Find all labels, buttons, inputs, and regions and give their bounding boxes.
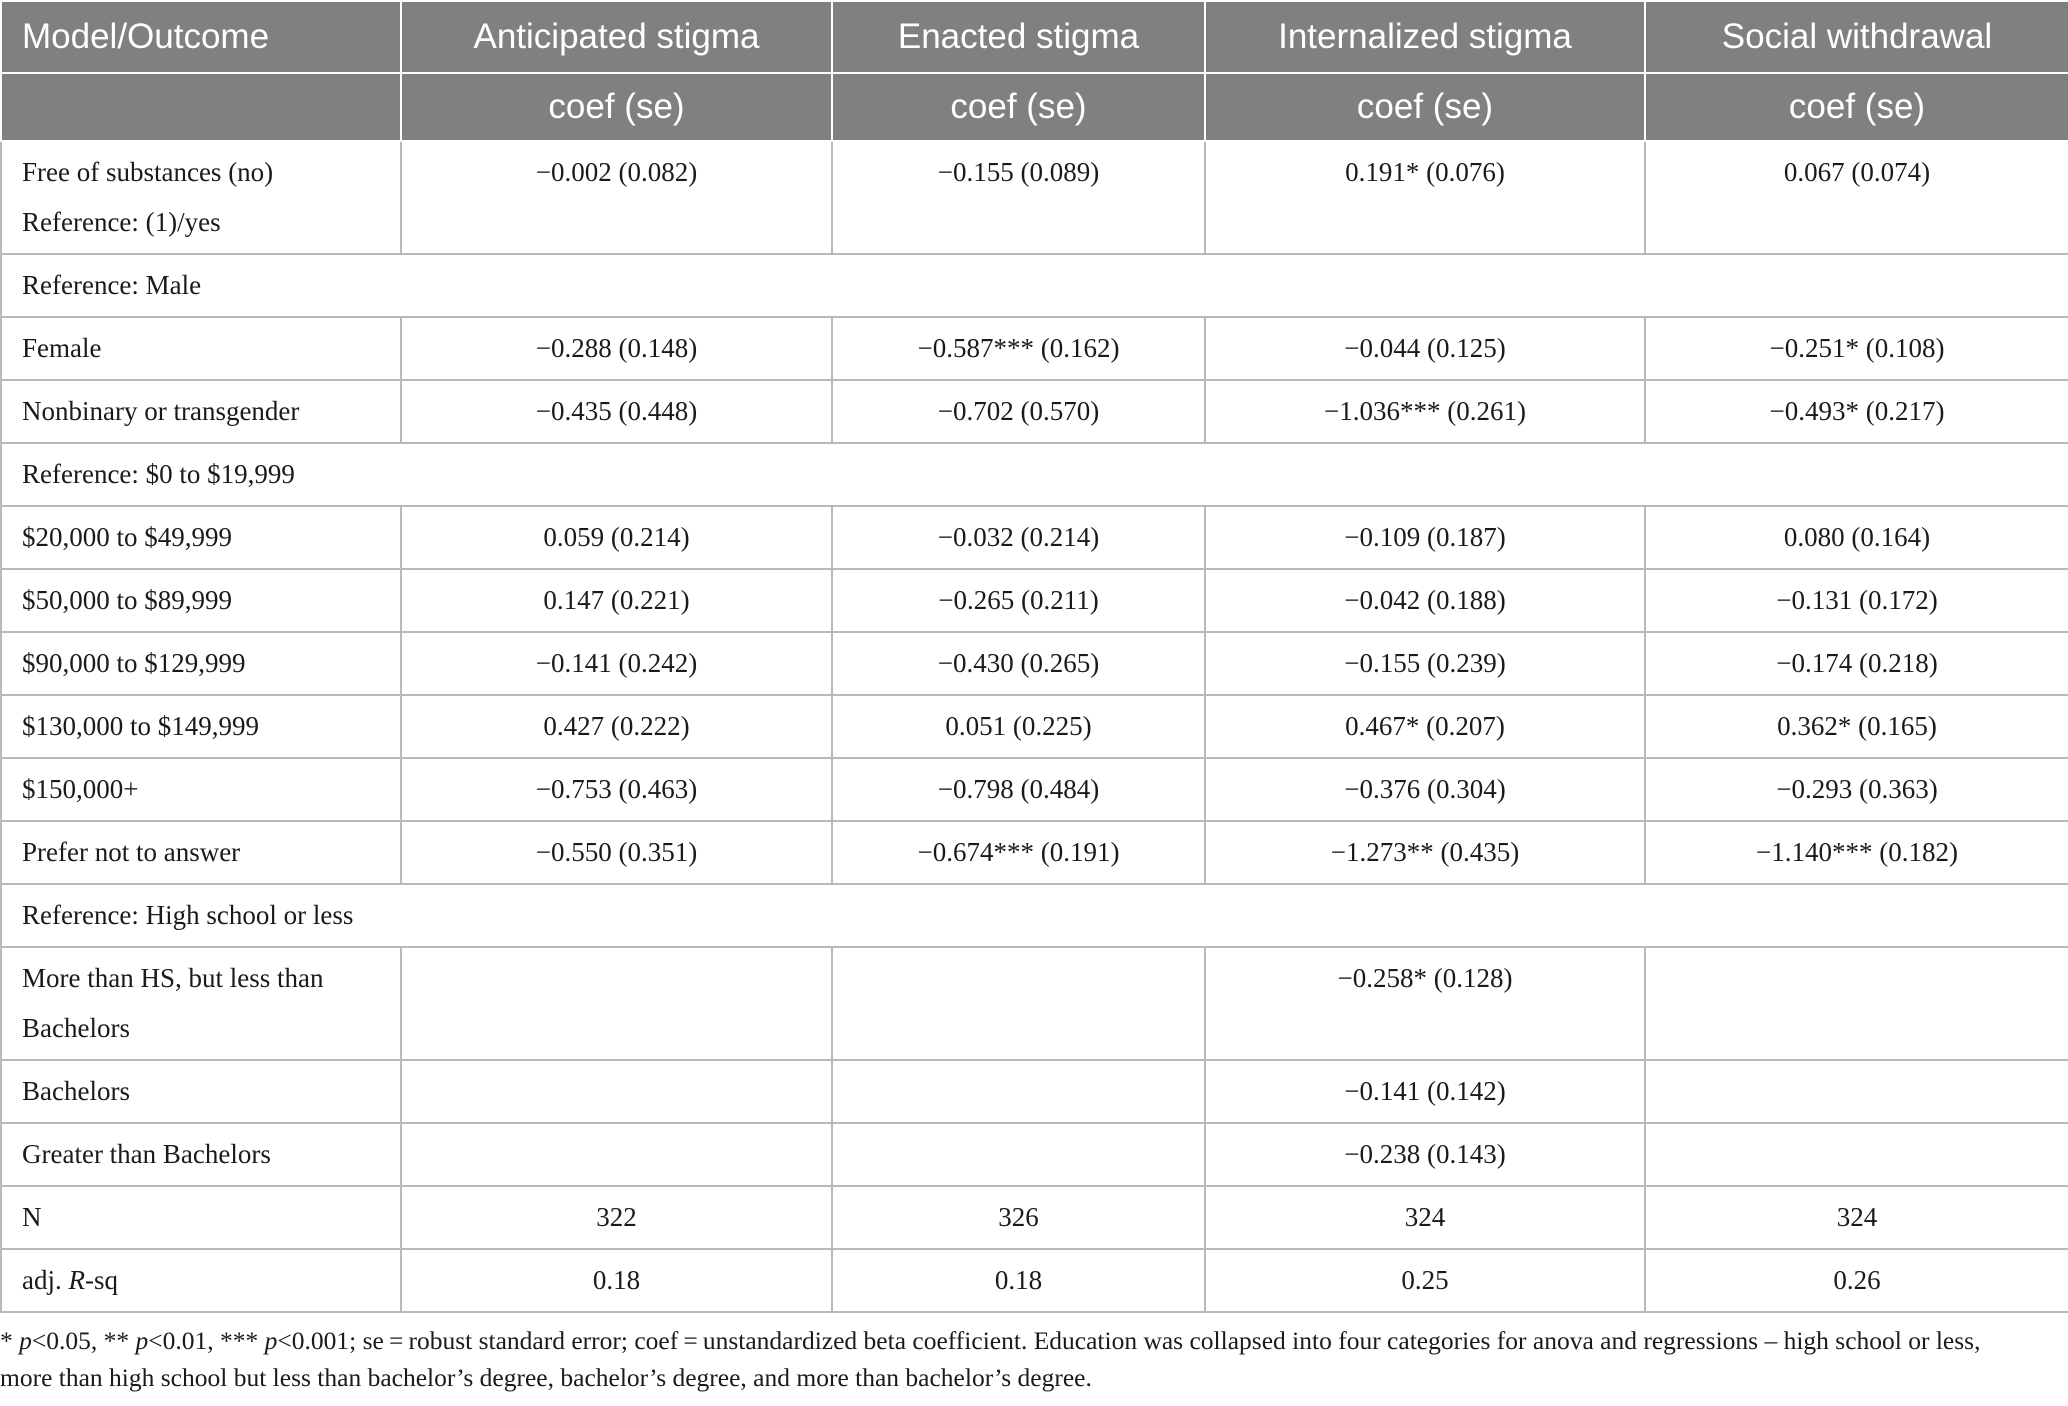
table-row xyxy=(1,380,2068,443)
coef-cell: 0.362* (0.165) xyxy=(1645,695,2068,758)
table-row xyxy=(1,317,2068,380)
coef-cell: −0.002 (0.082) xyxy=(401,141,832,254)
coef-cell: 0.191* (0.076) xyxy=(1205,141,1645,254)
coef-cell: −0.288 (0.148) xyxy=(401,317,832,380)
table-row xyxy=(1,947,2068,1060)
table-footnote xyxy=(0,1322,2068,1396)
row-label: Bachelors xyxy=(1,1060,401,1123)
coef-cell: 0.26 xyxy=(1645,1249,2068,1312)
row-label: $150,000+ xyxy=(1,758,401,821)
row-label: Prefer not to answer xyxy=(1,821,401,884)
coef-cell: 0.051 (0.225) xyxy=(832,695,1205,758)
reference-row xyxy=(1,884,2068,947)
table-row xyxy=(1,758,2068,821)
coef-cell xyxy=(401,947,832,1060)
row-label: Nonbinary or transgender xyxy=(1,380,401,443)
row-label: $20,000 to $49,999 xyxy=(1,506,401,569)
coef-cell: −0.435 (0.448) xyxy=(401,380,832,443)
reference-label: Reference: Male xyxy=(1,254,2068,317)
coef-cell: −0.702 (0.570) xyxy=(832,380,1205,443)
coef-cell: −0.430 (0.265) xyxy=(832,632,1205,695)
coef-cell xyxy=(401,1123,832,1186)
table-row xyxy=(1,1186,2068,1249)
coef-cell: 0.059 (0.214) xyxy=(401,506,832,569)
coef-cell: 322 xyxy=(401,1186,832,1249)
coef-cell: −0.155 (0.089) xyxy=(832,141,1205,254)
coef-cell: −0.258* (0.128) xyxy=(1205,947,1645,1060)
header-coef-se: coef (se) xyxy=(1205,73,1645,141)
table-row xyxy=(1,821,2068,884)
coef-cell: −0.674*** (0.191) xyxy=(832,821,1205,884)
coef-cell: −0.141 (0.242) xyxy=(401,632,832,695)
row-label: Free of substances (no) Reference: (1)/yes xyxy=(1,141,401,254)
table-row xyxy=(1,1123,2068,1186)
coef-cell: −0.109 (0.187) xyxy=(1205,506,1645,569)
coef-cell: −1.140*** (0.182) xyxy=(1645,821,2068,884)
header-internalized-stigma: Internalized stigma xyxy=(1205,1,1645,73)
coef-cell: 0.25 xyxy=(1205,1249,1645,1312)
table-row xyxy=(1,141,2068,254)
coef-cell: 0.18 xyxy=(832,1249,1205,1312)
coef-cell: −0.044 (0.125) xyxy=(1205,317,1645,380)
row-label: More than HS, but less than Bachelors xyxy=(1,947,401,1060)
coef-cell xyxy=(832,947,1205,1060)
row-label: $130,000 to $149,999 xyxy=(1,695,401,758)
coef-cell: −0.293 (0.363) xyxy=(1645,758,2068,821)
coef-cell: −0.155 (0.239) xyxy=(1205,632,1645,695)
coef-cell: 0.067 (0.074) xyxy=(1645,141,2068,254)
coef-cell: −0.131 (0.172) xyxy=(1645,569,2068,632)
coef-cell xyxy=(832,1060,1205,1123)
coef-cell: −0.251* (0.108) xyxy=(1645,317,2068,380)
header-row-coef xyxy=(1,73,2068,141)
coef-cell: −0.174 (0.218) xyxy=(1645,632,2068,695)
row-label: N xyxy=(1,1186,401,1249)
row-label: adj. R-sq xyxy=(1,1249,401,1312)
footnote-line-2: more than high school but less than bachelor’s degree, bachelor’s degree, and more than bachelor’s degree. xyxy=(0,1363,1092,1392)
row-label: Female xyxy=(1,317,401,380)
header-anticipated-stigma: Anticipated stigma xyxy=(401,1,832,73)
coef-cell: −1.036*** (0.261) xyxy=(1205,380,1645,443)
header-social-withdrawal: Social withdrawal xyxy=(1645,1,2068,73)
coef-cell: −0.376 (0.304) xyxy=(1205,758,1645,821)
table-row xyxy=(1,1060,2068,1123)
coef-cell: −0.141 (0.142) xyxy=(1205,1060,1645,1123)
table-row xyxy=(1,569,2068,632)
coef-cell: 324 xyxy=(1205,1186,1645,1249)
coef-cell: 0.080 (0.164) xyxy=(1645,506,2068,569)
coef-cell: 326 xyxy=(832,1186,1205,1249)
row-label: $50,000 to $89,999 xyxy=(1,569,401,632)
header-blank xyxy=(1,73,401,141)
header-row-outcomes xyxy=(1,1,2068,73)
table-row xyxy=(1,632,2068,695)
table-header xyxy=(1,1,2068,141)
coef-cell xyxy=(1645,947,2068,1060)
coef-cell: −0.753 (0.463) xyxy=(401,758,832,821)
footnote-line-1: * p<0.05, ** p<0.01, *** p<0.001; se = robust standard error; coef = unstandardized beta coefficient. Education was collapsed into four categories for anova and regressions – high school or less, xyxy=(0,1326,1981,1355)
reference-label: Reference: $0 to $19,999 xyxy=(1,443,2068,506)
header-coef-se: coef (se) xyxy=(401,73,832,141)
coef-cell: −0.493* (0.217) xyxy=(1645,380,2068,443)
coef-cell: −0.550 (0.351) xyxy=(401,821,832,884)
coef-cell: −0.798 (0.484) xyxy=(832,758,1205,821)
coef-cell: 0.18 xyxy=(401,1249,832,1312)
coef-cell: 324 xyxy=(1645,1186,2068,1249)
row-label: Greater than Bachelors xyxy=(1,1123,401,1186)
table-row xyxy=(1,1249,2068,1312)
header-enacted-stigma: Enacted stigma xyxy=(832,1,1205,73)
coef-cell: −0.587*** (0.162) xyxy=(832,317,1205,380)
coef-cell xyxy=(1645,1123,2068,1186)
coef-cell: −0.032 (0.214) xyxy=(832,506,1205,569)
reference-label: Reference: High school or less xyxy=(1,884,2068,947)
header-model-outcome: Model/Outcome xyxy=(1,1,401,73)
coef-cell: 0.427 (0.222) xyxy=(401,695,832,758)
coef-cell: 0.147 (0.221) xyxy=(401,569,832,632)
reference-row xyxy=(1,443,2068,506)
coef-cell: 0.467* (0.207) xyxy=(1205,695,1645,758)
coef-cell: −0.042 (0.188) xyxy=(1205,569,1645,632)
coef-cell: −1.273** (0.435) xyxy=(1205,821,1645,884)
header-coef-se: coef (se) xyxy=(1645,73,2068,141)
coef-cell: −0.265 (0.211) xyxy=(832,569,1205,632)
reference-row xyxy=(1,254,2068,317)
table-row xyxy=(1,695,2068,758)
header-coef-se: coef (se) xyxy=(832,73,1205,141)
table-row xyxy=(1,506,2068,569)
coef-cell xyxy=(832,1123,1205,1186)
coef-cell: −0.238 (0.143) xyxy=(1205,1123,1645,1186)
coef-cell xyxy=(1645,1060,2068,1123)
table-body xyxy=(1,141,2068,1312)
coef-cell xyxy=(401,1060,832,1123)
row-label: $90,000 to $129,999 xyxy=(1,632,401,695)
